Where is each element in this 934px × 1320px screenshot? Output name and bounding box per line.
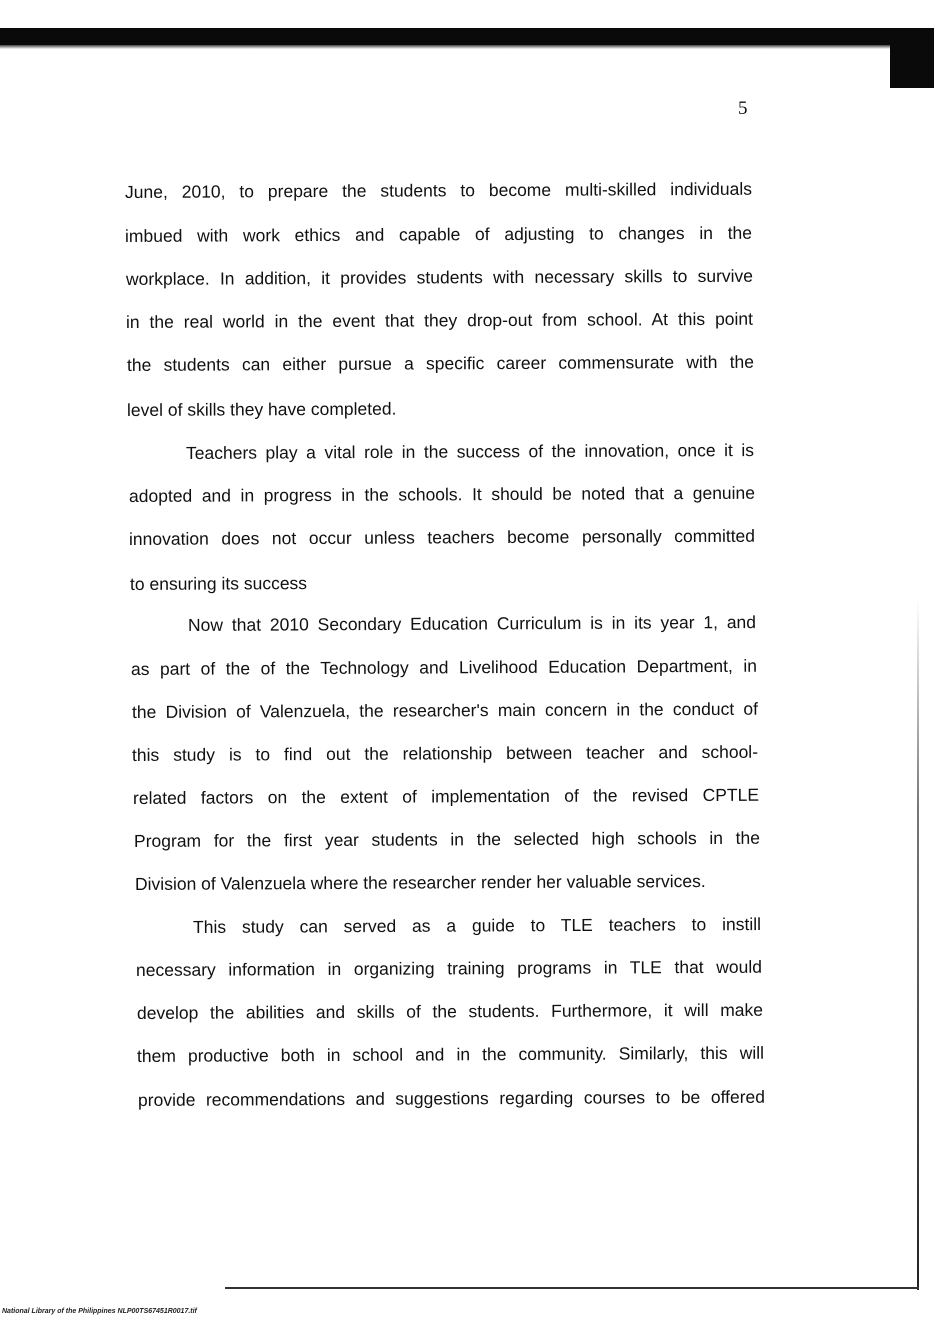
scan-top-border	[0, 28, 934, 45]
text-line: This study can served as a guide to TLE teachers to instill	[192, 914, 762, 937]
text-line: adopted and in progress in the schools. It should be noted that a genuine	[128, 482, 756, 506]
text-line: innovation does not occur unless teachers become personally committed	[128, 525, 756, 549]
scan-corner-block	[890, 28, 934, 88]
text-line: the Division of Valenzuela, the researcher's main concern in the conduct of	[131, 698, 759, 722]
text-line: Program for the first year students in the selected high schools in the	[133, 827, 761, 851]
text-line: June, 2010, to prepare the students to become multi-skilled individuals	[124, 178, 753, 202]
text-line: this study is to find out the relationship between teacher and school-	[131, 741, 759, 765]
text-line: workplace. In addition, it provides students with necessary skills to survive	[125, 265, 754, 289]
text-line: Teachers play a vital role in the success of the innovation, once it is	[185, 440, 755, 463]
text-line: Now that 2010 Secondary Education Curriculum is in its year 1, and	[187, 612, 757, 635]
text-line: develop the abilities and skills of the students. Furthermore, it will make	[136, 999, 764, 1023]
text-line: to ensuring its success	[129, 573, 308, 594]
text-line: the students can either pursue a specific career commensurate with the	[126, 351, 755, 375]
text-line: related factors on the extent of implementation of the revised CPTLE	[132, 784, 760, 808]
text-line: Division of Valenzuela where the researcher render her valuable services.	[134, 871, 706, 894]
scan-footer-caption: National Library of the Philippines NLP00TS67451R0017.tif	[2, 1308, 197, 1315]
text-line: level of skills they have completed.	[126, 398, 397, 420]
text-line: in the real world in the event that they drop-out from school. At this point	[125, 308, 754, 332]
scan-bottom-rule	[225, 1287, 919, 1289]
text-line: provide recommendations and suggestions regarding courses to be offered	[137, 1086, 766, 1110]
text-line: imbued with work ethics and capable of adjusting to changes in the	[124, 222, 753, 246]
scan-right-edge	[917, 600, 919, 1290]
scan-top-border-shadow	[0, 45, 890, 49]
text-line: them productive both in school and in the community. Similarly, this will	[136, 1042, 765, 1066]
text-line: as part of the of the Technology and Livelihood Education Department, in	[130, 655, 758, 679]
text-line: necessary information in organizing training programs in TLE that would	[135, 956, 763, 980]
page-number: 5	[738, 98, 748, 119]
